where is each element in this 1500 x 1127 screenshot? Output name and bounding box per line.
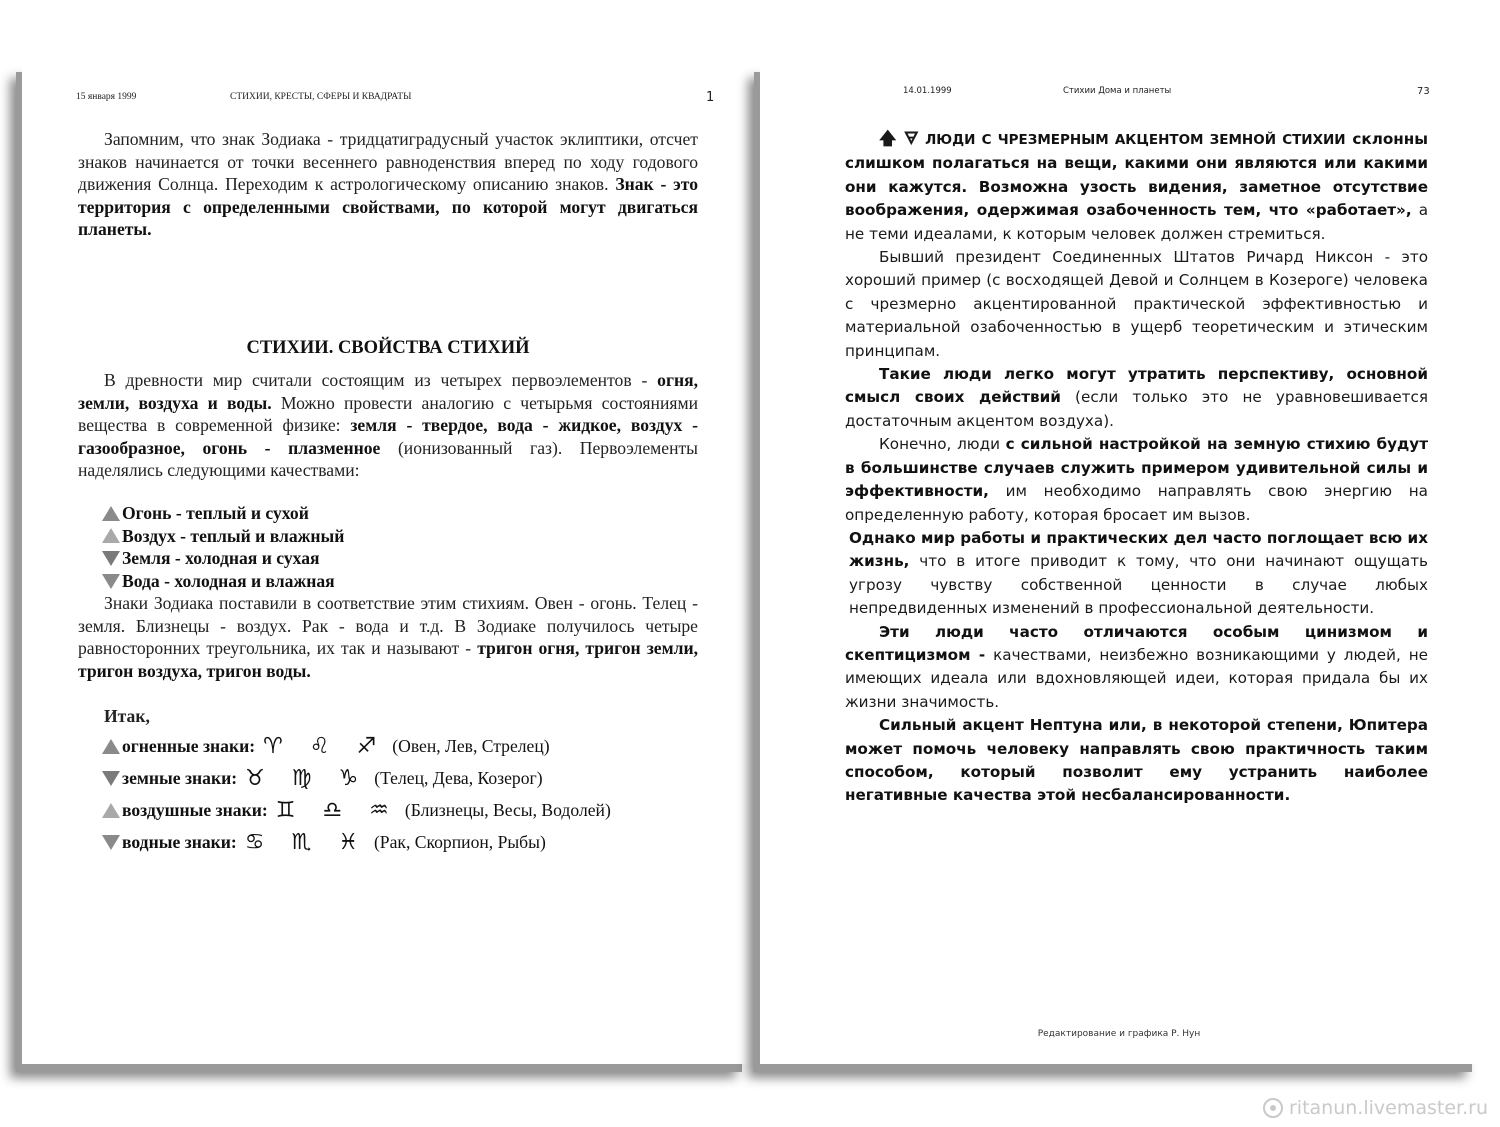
para1-text-c: Можно провести аналогию с четырьмя состояниями вещества в современной физике: — [78, 392, 698, 436]
intro-bold: Знак - это территория с определенными свойствами, по которой могут двигаться планеты. — [78, 174, 698, 240]
fire-triangle-icon — [102, 506, 120, 521]
list-item — [102, 547, 344, 570]
header-date: 14.01.1999 — [903, 86, 952, 96]
list-item — [102, 730, 611, 762]
p3-text-b: (если только это не уравновешивается достаточным акцентом воздуха). — [845, 388, 1428, 430]
itak-text: Итак, — [104, 706, 150, 726]
p5-text-b: что в итоге приводит к тому, что они начинают ощущать угрозу чувству собственной ценности в случае любых непредвиденных изменений в профессиональной деятельности. — [849, 552, 1428, 618]
header-title: Стихии Дома и планеты — [1063, 86, 1172, 96]
paragraph — [845, 128, 1428, 246]
intro-text: Запомним, что знак Зодиака - тридцатиградусный участок эклиптики, отсчет знаков начинается от точки весеннего равноденствия вперед по ходу годового движения Солнца. Переходим к астрологическому описанию знаков. — [78, 129, 698, 195]
paragraph — [845, 363, 1428, 433]
p3-bold-a: Такие люди легко могут утратить перспективу, основной смысл своих действий — [845, 365, 1428, 407]
header-title: СТИХИИ, КРЕСТЫ, СФЕРЫ И КВАДРАТЫ — [230, 92, 412, 102]
elements-list — [102, 502, 344, 592]
p4-bold-b: с сильной настройкой на земную стихию будут в большинстве случаев служить примером удивительной силы и эффективности, — [845, 435, 1428, 501]
sign-names: (Близнецы, Весы, Водолей) — [404, 799, 611, 820]
para1-bold-d: земля - твердое, вода - жидкое, воздух - газообразное, огонь - плазменное — [78, 415, 698, 458]
sign-group-label: огненные знаки: — [122, 735, 256, 756]
p4-text-a: Конечно, люди — [879, 435, 1006, 454]
sign-names: (Рак, Скорпион, Рыбы) — [373, 831, 546, 852]
p1-bold-b: склонны слишком полагаться на вещи, какими они являются или какими они кажутся. Возможна узость видения, заметное отсутствие воображения, одержимая озабоченность тем, что «работает», — [845, 130, 1428, 220]
sign-group-label: водные знаки: — [122, 831, 237, 852]
elements-paragraph — [78, 369, 698, 482]
list-item — [102, 794, 611, 826]
p4-text-c: им необходимо направлять свою энергию на определенную работу, которая бросает им вызов. — [845, 482, 1428, 524]
page-number: 73 — [1417, 86, 1430, 97]
water-triangle-icon — [102, 835, 120, 850]
para2-text-a: Знаки Зодиака поставили в соответствие этим стихиям. Овен - огонь. Телец - земля. Близнецы - воздух. Рак - вода и т.д. В Зодиаке получилось четыре равносторонних треугольника, их так и называют - — [78, 593, 698, 659]
sign-group-label: воздушные знаки: — [122, 799, 268, 820]
watermark — [1263, 1097, 1488, 1119]
p1-bold-a: ЛЮДИ С ЧРЕЗМЕРНЫМ АКЦЕНТОМ ЗЕМНОЙ СТИХИИ — [925, 132, 1346, 148]
section-title: СТИХИИ. СВОЙСТВА СТИХИЙ — [246, 338, 530, 358]
paragraph — [845, 433, 1428, 527]
zodiac-glyphs-icon: ♈ ♌ ♐ — [263, 733, 387, 759]
para1-text-e: (ионизованный газ). Первоэлементы наделялись следующими качествами: — [78, 437, 698, 481]
element-label: Воздух - теплый и влажный — [122, 525, 345, 546]
water-triangle-icon — [102, 574, 120, 589]
header-date: 15 января 1999 — [76, 92, 137, 102]
page-number: 1 — [706, 90, 715, 105]
document-page-left — [22, 64, 748, 1064]
sign-names: (Овен, Лев, Стрелец) — [392, 735, 550, 756]
fire-triangle-icon — [102, 739, 120, 754]
p1-text-c: а не теми идеалами, к которым человек должен стремиться. — [845, 201, 1428, 243]
zodiac-glyphs-icon: ♊ ♎ ♒ — [275, 797, 399, 823]
gear-icon — [1263, 1098, 1283, 1118]
signs-list — [102, 730, 611, 858]
list-item — [102, 570, 344, 593]
p6-text-b: качествами, неизбежно возникающими у людей, не имеющих идеала или вдохновляющей идеи, которая придала бы их жизни значимость. — [845, 645, 1428, 711]
list-item — [102, 762, 611, 794]
body-text — [845, 128, 1428, 808]
zodiac-glyphs-icon: ♉ ♍ ♑ — [245, 765, 369, 791]
sign-group-label: земные знаки: — [122, 767, 238, 788]
paragraph — [845, 714, 1428, 808]
document-page-right — [760, 64, 1478, 1064]
zodiac-paragraph — [78, 592, 698, 682]
element-label: Вода - холодная и влажная — [122, 570, 335, 591]
watermark-text: ritanun.livemaster.ru — [1289, 1097, 1488, 1119]
air-triangle-icon — [102, 803, 120, 818]
earth-triangle-icon — [102, 551, 120, 566]
p7-bold: Сильный акцент Нептуна или, в некоторой степени, Юпитера может помочь человеку направлять свою практичность таким способом, который позволит ему устранить наиболее негативные качества этой несбалансированности. — [845, 716, 1428, 805]
page-footer: Редактирование и графика Р. Нун — [1037, 1029, 1201, 1039]
list-item — [102, 525, 344, 548]
sign-names: (Телец, Дева, Козерог) — [374, 767, 543, 788]
paragraph — [845, 621, 1428, 715]
list-item — [102, 826, 611, 858]
element-label: Земля - холодная и сухая — [122, 548, 320, 569]
paragraph — [845, 527, 1428, 621]
itak-line — [78, 705, 698, 728]
intro-paragraph — [78, 128, 698, 241]
para1-bold-b: огня, земли, воздуха и воды. — [78, 370, 698, 413]
element-symbols-icon: 🡅 🜃 — [879, 129, 919, 149]
para2-bold-b: тригон огня, тригон земли, тригон воздуха, тригон воды. — [78, 638, 698, 681]
earth-triangle-icon — [102, 771, 120, 786]
p6-bold-a: Эти люди часто отличаются особым цинизмом и скептицизмом - — [845, 622, 1428, 664]
para1-text-a: В древности мир считали состоящим из четырех первоэлементов - — [104, 370, 658, 390]
zodiac-glyphs-icon: ♋ ♏ ♓ — [244, 829, 368, 855]
list-item — [102, 502, 344, 525]
paragraph: Бывший президент Соединенных Штатов Ричард Никсон - это хороший пример (с восходящей Девой и Солнцем в Козероге) человека с чрезмерно акцентированной практической эффективностью и материальной озабоченностью в ущерб теоретическим и этическим принципам. — [845, 248, 1428, 360]
p5-bold-a: Однако мир работы и практических дел часто поглощает всю их жизнь, — [849, 528, 1428, 571]
element-label: Огонь - теплый и сухой — [122, 503, 309, 523]
air-triangle-icon — [102, 528, 120, 543]
